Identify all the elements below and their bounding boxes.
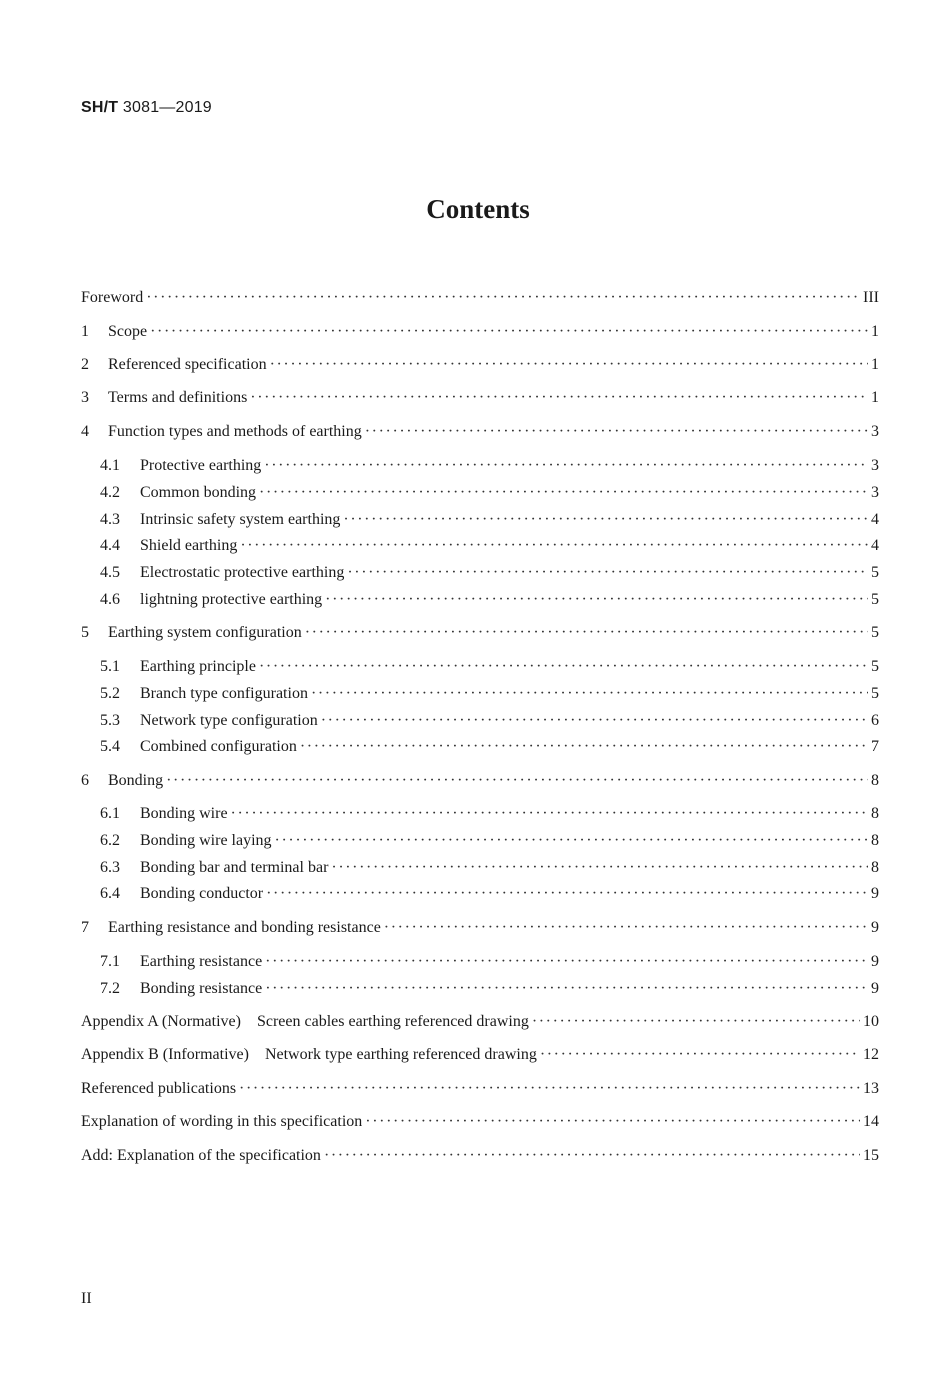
toc-entry-6-1[interactable] [100,803,879,825]
toc-entry-appendix-b[interactable] [81,1044,879,1066]
toc-number: 6.3 [100,859,120,876]
toc-label: Scope [108,323,148,340]
toc-label: Network type configuration [140,712,318,729]
toc-entry-4[interactable] [81,421,879,443]
toc-entry-5-3[interactable] [100,710,879,732]
toc-label: Earthing principle [140,658,256,675]
toc-page: 12 [863,1046,879,1063]
toc-entry-referenced-publications[interactable] [81,1078,879,1100]
leader-dots [264,455,868,477]
leader-dots [324,1145,860,1167]
toc-page: 13 [863,1080,879,1097]
leader-dots [239,1078,860,1100]
leader-dots [266,883,868,905]
toc-entry-2[interactable] [81,354,879,376]
toc-number: 6.2 [100,832,120,849]
toc-number: 4.6 [100,591,120,608]
leader-dots [532,1011,860,1033]
toc-page: 5 [871,685,879,702]
toc-page: 7 [871,738,879,755]
toc-label: Bonding wire [140,805,228,822]
toc-page: 4 [871,537,879,554]
toc-page: 5 [871,624,879,641]
toc-label: Terms and definitions [108,389,248,406]
toc-page: 10 [863,1013,879,1030]
toc-page: 9 [871,980,879,997]
leader-dots [166,770,868,792]
toc-number: 4.4 [100,537,120,554]
leader-dots [259,656,868,678]
toc-label: Add: Explanation of the specification [81,1147,321,1164]
toc-entry-appendix-a[interactable] [81,1011,879,1033]
toc-page: 3 [871,423,879,440]
toc-number: 6.1 [100,805,120,822]
toc-label: Bonding [108,772,164,789]
leader-dots [231,803,868,825]
toc-entry-3[interactable] [81,387,879,409]
toc-number: 4.5 [100,564,120,581]
toc-page: 1 [871,389,879,406]
toc-label: Shield earthing [140,537,238,554]
toc-entry-4-3[interactable] [100,509,879,531]
toc-label: Bonding wire laying [140,832,272,849]
leader-dots [305,622,868,644]
leader-dots [146,287,860,309]
toc-label: Bonding bar and terminal bar [140,859,329,876]
toc-number: 5 [81,624,89,641]
toc-page: 5 [871,658,879,675]
leader-dots [265,951,868,973]
toc-entry-1[interactable] [81,321,879,343]
toc-page: 14 [863,1113,879,1130]
leader-dots [311,683,868,705]
toc-label: Function types and methods of earthing [108,423,362,440]
leader-dots [540,1044,860,1066]
toc-page: 9 [871,953,879,970]
toc-label: Appendix A (Normative) Screen cables earthing referenced drawing [81,1013,529,1030]
toc-number: 5.3 [100,712,120,729]
toc-label: Branch type configuration [140,685,308,702]
toc-page: 8 [871,859,879,876]
toc-page: 5 [871,564,879,581]
toc-entry-4-1[interactable] [100,455,879,477]
toc-page: 3 [871,484,879,501]
toc-number: 7.1 [100,953,120,970]
toc-entry-4-2[interactable] [100,482,879,504]
toc-label: Protective earthing [140,457,262,474]
leader-dots [150,321,868,343]
toc-entry-6-4[interactable] [100,883,879,905]
leader-dots [384,917,868,939]
toc-number: 4.3 [100,511,120,528]
toc-page: 8 [871,832,879,849]
toc-label: Referenced specification [108,356,267,373]
toc-number: 2 [81,356,89,373]
toc-label: Earthing system configuration [108,624,302,641]
toc-number: 4.2 [100,484,120,501]
toc-entry-5[interactable] [81,622,879,644]
toc-entry-7-2[interactable] [100,978,879,1000]
toc-label: Earthing resistance and bonding resistance [108,919,381,936]
toc-page: 3 [871,457,879,474]
toc-entry-add-explanation[interactable] [81,1145,879,1167]
page-number: II [81,1290,92,1307]
toc-number: 4 [81,423,89,440]
leader-dots [321,710,868,732]
toc-label: Appendix B (Informative) Network type earthing referenced drawing [81,1046,537,1063]
toc-entry-7-1[interactable] [100,951,879,973]
toc-entry-6-3[interactable] [100,857,879,879]
page-title: Contents [426,194,530,224]
toc-number: 5.2 [100,685,120,702]
toc-entry-4-5[interactable] [100,562,879,584]
leader-dots [343,509,868,531]
toc-label: Combined configuration [140,738,297,755]
leader-dots [259,482,868,504]
toc-page: 6 [871,712,879,729]
toc-page: 8 [871,805,879,822]
toc-number: 7.2 [100,980,120,997]
toc-label: Common bonding [140,484,257,501]
toc-entry-7[interactable] [81,917,879,939]
toc-number: 7 [81,919,89,936]
leader-dots [347,562,868,584]
leader-dots [275,830,868,852]
toc-label: Referenced publications [81,1080,237,1097]
toc-page: 15 [863,1147,879,1164]
toc-label: Bonding conductor [140,885,264,902]
toc-number: 6 [81,772,89,789]
leader-dots [270,354,868,376]
leader-dots [265,978,868,1000]
toc-number: 6.4 [100,885,120,902]
toc-page: III [863,289,879,306]
toc-page: 4 [871,511,879,528]
toc-label: Intrinsic safety system earthing [140,511,341,528]
toc-page: 8 [871,772,879,789]
toc-page: 5 [871,591,879,608]
standard-code: SH/T [81,99,119,116]
toc-label: Bonding resistance [140,980,263,997]
toc-page: 9 [871,885,879,902]
leader-dots [365,421,868,443]
toc-number: 4.1 [100,457,120,474]
leader-dots [331,857,868,879]
toc-entry-5-2[interactable] [100,683,879,705]
leader-dots [250,387,868,409]
toc-page: 9 [871,919,879,936]
toc-page: 1 [871,356,879,373]
toc-label: Explanation of wording in this specification [81,1113,363,1130]
toc-number: 1 [81,323,89,340]
toc-entry-explanation-of-wording[interactable] [81,1111,879,1133]
toc-label: Electrostatic protective earthing [140,564,345,581]
toc-entry-5-1[interactable] [100,656,879,678]
toc-label: Foreword [81,289,144,306]
leader-dots [325,589,868,611]
toc-entry-6[interactable] [81,770,879,792]
toc-entry-4-4[interactable] [100,535,879,557]
toc-entry-4-6[interactable] [100,589,879,611]
standard-number: 3081—2019 [122,99,212,116]
toc-page: 1 [871,323,879,340]
toc-label: Earthing resistance [140,953,263,970]
leader-dots [240,535,868,557]
toc-entry-6-2[interactable] [100,830,879,852]
leader-dots [300,736,868,758]
toc-entry-foreword[interactable] [81,287,879,309]
toc-label: lightning protective earthing [140,591,323,608]
leader-dots [365,1111,860,1133]
toc-entry-5-4[interactable] [100,736,879,758]
toc-number: 5.4 [100,738,120,755]
toc-number: 3 [81,389,89,406]
toc-number: 5.1 [100,658,120,675]
